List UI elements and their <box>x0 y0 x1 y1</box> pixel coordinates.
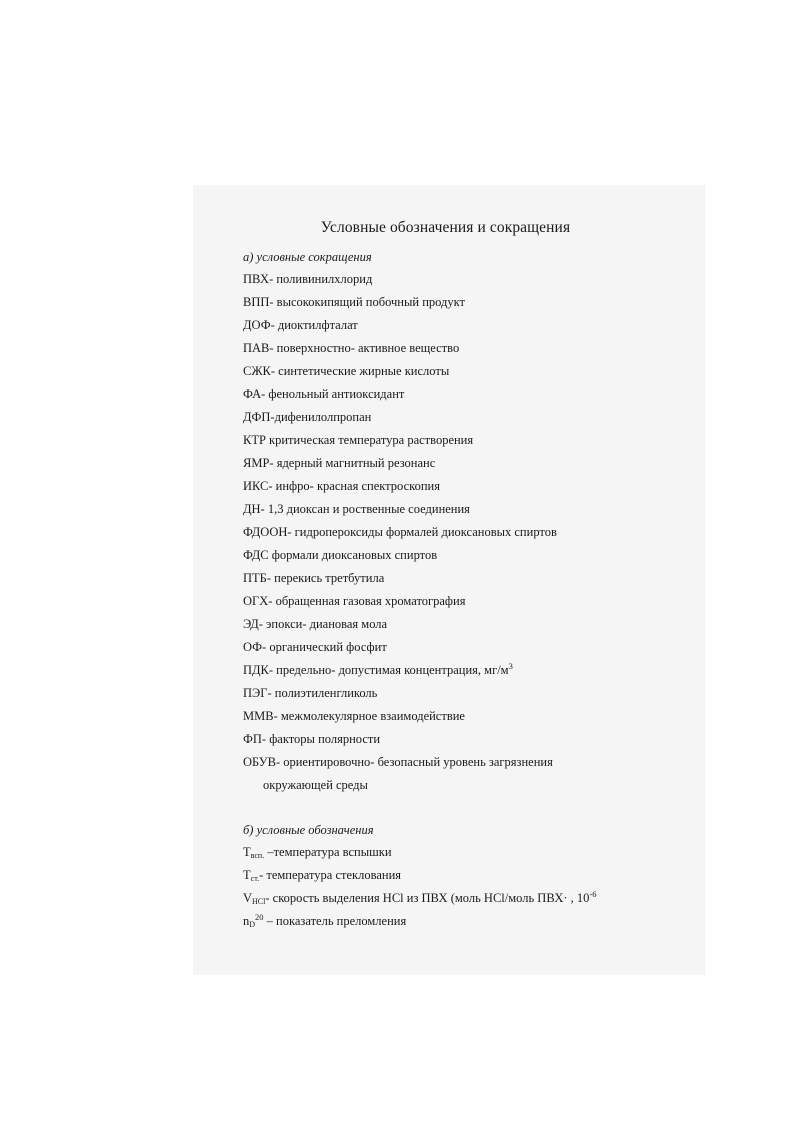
list-item: ВПП- высококипящий побочный продукт <box>243 295 466 309</box>
notation-flash-point <box>243 844 683 867</box>
list-item: ОГХ- обращенная газовая хроматография <box>243 594 466 608</box>
pdk-text: ПДК- предельно- допустимая концентрация, мг/м <box>243 663 509 677</box>
list-item: ПТБ- перекись третбутила <box>243 571 385 585</box>
flash-symbol: T <box>243 845 251 859</box>
list-item: КТР критическая температура растворения <box>243 433 474 447</box>
list-item: ЭД- эпокси- диановая мола <box>243 617 388 631</box>
list-item: ДОФ- диоктилфталат <box>243 318 358 332</box>
list-item: ФДС формали диоксановых спиртов <box>243 548 438 562</box>
pdk-superscript: 3 <box>508 661 513 671</box>
page-title: Условные обозначения и сокращения <box>320 219 571 236</box>
list-item: ДФП-дифенилолпропан <box>243 410 372 424</box>
flash-text: –температура вспышки <box>264 845 392 859</box>
list-item: СЖК- синтетические жирные кислоты <box>243 364 450 378</box>
glass-symbol: T <box>243 868 251 882</box>
list-item: ПЭГ- полиэтиленгликоль <box>243 686 378 700</box>
section-spacer <box>243 800 683 822</box>
list-item: ПАВ- поверхностно- активное вещество <box>243 341 460 355</box>
list-item: ОБУВ- ориентировочно- безопасный уровень загрязнения <box>243 755 553 769</box>
list-item: ФА- фенольный антиоксидант <box>243 387 405 401</box>
section-a-heading: а) условные сокращения <box>243 250 372 264</box>
list-item: ПВХ- поливинилхлорид <box>243 272 373 286</box>
refraction-text: – показатель преломления <box>263 914 407 928</box>
list-item-continuation: окружающей среды <box>263 778 368 792</box>
rate-superscript: -6 <box>589 889 597 899</box>
list-item: ФП- факторы полярности <box>243 732 381 746</box>
refraction-subscript: D <box>249 920 256 929</box>
rate-subscript: HCl <box>252 897 266 906</box>
list-item: ДН- 1,3 диоксан и роственные соединения <box>243 502 470 516</box>
list-item: ЯМР- ядерный магнитный резонанс <box>243 456 436 470</box>
notation-glass-transition <box>243 867 683 890</box>
abbreviations-list <box>243 249 683 936</box>
glass-subscript: ст. <box>250 874 260 883</box>
glass-text: - температура стеклования <box>259 868 402 882</box>
section-b-heading: б) условные обозначения <box>243 823 374 837</box>
list-item: ММВ- межмолекулярное взаимодействие <box>243 709 465 723</box>
flash-subscript: всп. <box>250 851 265 860</box>
list-item: ФДООН- гидропероксиды формалей диоксановых спиртов <box>243 525 557 539</box>
list-item-pdk <box>243 662 683 685</box>
list-item: ИКС- инфро- красная спектроскопия <box>243 479 440 493</box>
refraction-superscript: 20 <box>255 912 264 922</box>
refraction-symbol: n <box>243 914 250 928</box>
notation-refractive-index <box>243 913 683 936</box>
rate-symbol: V <box>243 891 253 905</box>
list-item: ОФ- органический фосфит <box>243 640 387 654</box>
notation-hcl-rate <box>243 890 683 913</box>
rate-text: - скорость выделения HCl из ПВХ (моль HCl/моль ПВХ· , 10 <box>265 891 590 905</box>
